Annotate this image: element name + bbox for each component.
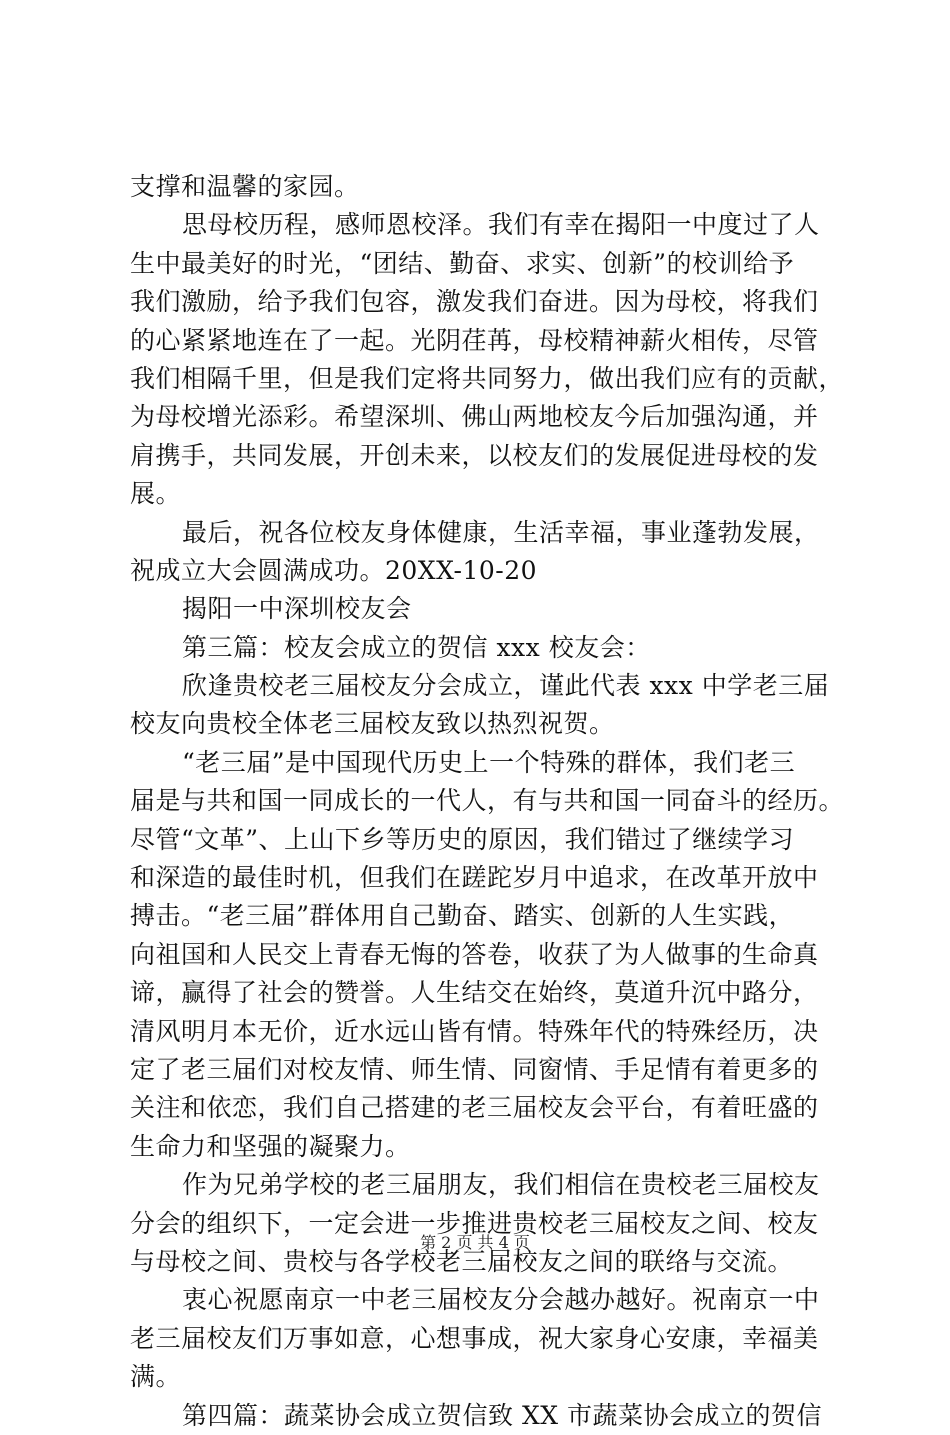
text-line: 祝成立大会圆满成功。20XX-10-20: [130, 555, 538, 585]
text-line: 谛，赢得了社会的赞誉。人生结交在始终，莫道升沉中路分，: [130, 978, 819, 1008]
text-line: 衷心祝愿南京一中老三届校友分会越办越好。祝南京一中: [182, 1285, 820, 1315]
text-line: 满。: [130, 1362, 182, 1392]
text-line: 支撑和温馨的家园。: [130, 172, 360, 201]
section-heading: 第四篇：蔬菜协会成立贺信致 XX 市蔬菜协会成立的贺信: [182, 1400, 822, 1430]
text-line: 的心紧紧地连在了一起。光阴荏苒，母校精神薪火相传，尽管: [130, 325, 819, 355]
text-line: 最后，祝各位校友身体健康，生活幸福，事业蓬勃发展，: [182, 517, 820, 547]
page-footer: [0, 1230, 950, 1253]
text-line: 届是与共和国一同成长的一代人，有与共和国一同奋斗的经历。: [130, 786, 845, 816]
text-line: 校友向贵校全体老三届校友致以热烈祝贺。: [130, 709, 615, 739]
page-number: 第 2 页 共 4 页: [420, 1233, 530, 1252]
text-line: 我们激励，给予我们包容，激发我们奋进。因为母校，将我们: [130, 287, 819, 317]
text-line: 与母校之间、贵校与各学校老三届校友之间的联络与交流。: [130, 1246, 794, 1276]
text-line: 分会的组织下，一定会进一步推进贵校老三届校友之间、校友: [130, 1208, 819, 1238]
text-line: 我们相隔千里，但是我们定将共同努力，做出我们应有的贡献，: [130, 363, 845, 393]
text-line: 老三届校友们万事如意，心想事成，祝大家身心安康，幸福美: [130, 1323, 819, 1353]
text-line: 思母校历程，感师恩校泽。我们有幸在揭阳一中度过了人: [182, 210, 820, 240]
text-line: 和深造的最佳时机，但我们在蹉跎岁月中追求，在改革开放中: [130, 863, 819, 893]
text-line: 定了老三届们对校友情、师生情、同窗情、手足情有着更多的: [130, 1054, 819, 1084]
text-line: 生中最美好的时光，“团结、勤奋、求实、创新”的校训给予: [130, 248, 795, 278]
text-line: 为母校增光添彩。希望深圳、佛山两地校友今后加强沟通，并: [130, 402, 819, 432]
text-line: 肩携手，共同发展，开创未来，以校友们的发展促进母校的发: [130, 440, 819, 470]
section-heading: 第三篇：校友会成立的贺信 xxx 校友会：: [182, 632, 651, 662]
text-line: 生命力和坚强的凝聚力。: [130, 1131, 411, 1161]
text-line: 搏击。“老三届”群体用自己勤奋、踏实、创新的人生实践，: [130, 901, 795, 931]
signature-line: 揭阳一中深圳校友会: [182, 594, 412, 624]
text-line: “老三届”是中国现代历史上一个特殊的群体，我们老三: [182, 747, 796, 777]
text-line: 清风明月本无价，近水远山皆有情。特殊年代的特殊经历，决: [130, 1016, 819, 1046]
text-line: 向祖国和人民交上青春无悔的答卷，收获了为人做事的生命真: [130, 939, 819, 969]
text-line: 欣逢贵校老三届校友分会成立，谨此代表 xxx 中学老三届: [182, 671, 830, 701]
text-line: 关注和依恋，我们自己搭建的老三届校友会平台，有着旺盛的: [130, 1093, 819, 1123]
text-line: 作为兄弟学校的老三届朋友，我们相信在贵校老三届校友: [182, 1170, 820, 1200]
text-line: 展。: [130, 479, 182, 509]
text-line: 尽管“文革”、上山下乡等历史的原因，我们错过了继续学习: [130, 824, 795, 854]
